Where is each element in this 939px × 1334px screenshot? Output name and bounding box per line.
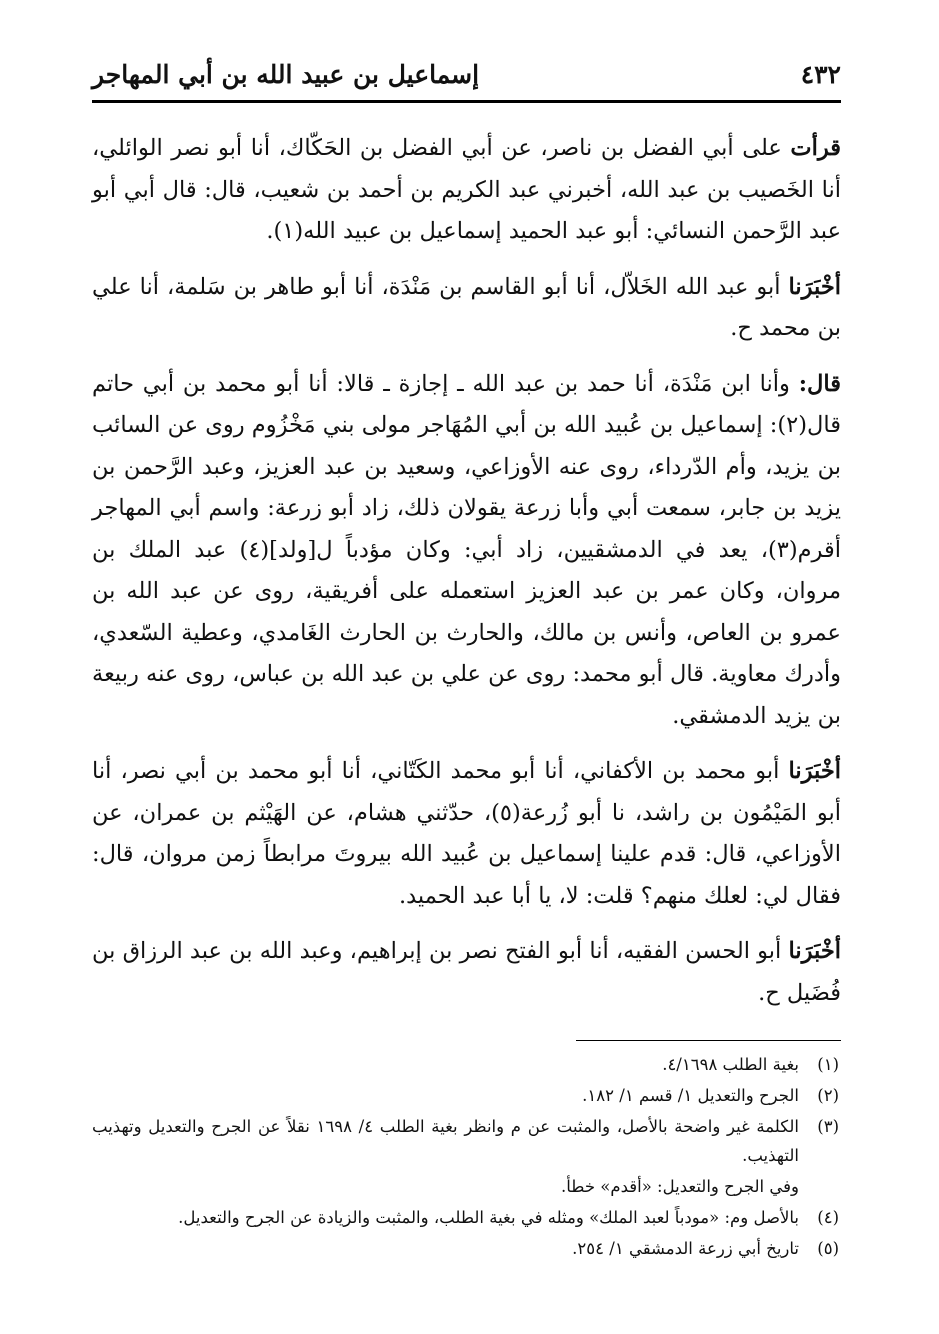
paragraph-text: أبو محمد بن الأكفاني، أنا أبو محمد الكَتّاني، أنا أبو محمد بن أبي نصر، أنا أبو المَيْمُون بن راشد، نا أبو زُرعة(٥)، حدّثني هشام، عن الهَيْثم بن عمران، عن الأوزاعي، قال: قدم علينا إسماعيل بن عُبيد الله بيروتَ مرابطاً زمن مروان، قال: فقال لي: لعلك منهم؟ قلت: لا، يا أبا عبد الحميد. xyxy=(92,758,841,909)
footnote-text: الكلمة غير واضحة بالأصل، والمثبت عن م وانظر بغية الطلب ٤/ ١٦٩٨ نقلاً عن الجرح والتعديل وتهذيب التهذيب. xyxy=(92,1117,799,1165)
footnote-4 xyxy=(92,1203,839,1232)
paragraph-text: على أبي الفضل بن ناصر، عن أبي الفضل بن الحَكّاك، أنا أبو نصر الوائلي، أنا الخَصيب بن عبد الله، أخبرني عبد الكريم بن أحمد بن شعيب، قال: قال أبي أبو عبد الرَّحمن النسائي: أبو عبد الحميد إسماعيل بن عبيد الله(١). xyxy=(92,135,841,244)
footnote-number: (٢) xyxy=(817,1086,839,1105)
footnote-separator xyxy=(576,1040,841,1041)
footnote-text: تاريخ أبي زرعة الدمشقي ١/ ٢٥٤. xyxy=(572,1239,799,1258)
footnote-number: (٣) xyxy=(817,1117,839,1136)
footnote-5 xyxy=(92,1234,839,1263)
paragraph-1 xyxy=(92,128,841,253)
footnotes xyxy=(92,1050,839,1265)
paragraph-lead: قال: xyxy=(798,370,841,397)
paragraph-lead: أخْبَرَنا xyxy=(788,273,841,300)
footnote-text: الجرح والتعديل ١/ قسم ١/ ١٨٢. xyxy=(582,1086,799,1105)
paragraph-2 xyxy=(92,267,841,350)
paragraph-text: أبو عبد الله الخَلاّل، أنا أبو القاسم بن مَنْدَة، أنا أبو طاهر بن سَلمة، أنا علي بن محمد ح. xyxy=(92,273,841,341)
paragraph-lead: أخْبَرَنا xyxy=(788,758,841,784)
footnote-text: بالأصل وم: «مودباً لعبد الملك» ومثله في بغية الطلب، والمثبت والزيادة عن الجرح والتعديل. xyxy=(178,1208,799,1227)
paragraph-lead: قرأت xyxy=(790,135,841,161)
footnote-number: (١) xyxy=(817,1055,839,1074)
paragraph-3 xyxy=(92,364,841,738)
footnote-text: وفي الجرح والتعديل: «أقدم» خطأ. xyxy=(561,1177,799,1196)
paragraph-lead: أخْبَرَنا xyxy=(788,938,841,964)
footnote-1 xyxy=(92,1050,839,1079)
page-number: ٤٣٢ xyxy=(800,60,841,89)
main-text xyxy=(92,128,841,1028)
footnote-3 xyxy=(92,1112,839,1170)
footnote-3-continuation xyxy=(92,1172,839,1201)
footnote-2 xyxy=(92,1081,839,1110)
footnote-number: (٤) xyxy=(817,1208,839,1227)
footnote-number: (٥) xyxy=(817,1239,839,1258)
paragraph-5 xyxy=(92,931,841,1014)
paragraph-4 xyxy=(92,751,841,917)
footnote-text: بغية الطلب ٤/١٦٩٨. xyxy=(662,1055,799,1074)
page-header xyxy=(92,56,841,103)
running-title: إسماعيل بن عبيد الله بن أبي المهاجر xyxy=(92,60,480,89)
paragraph-text: وأنا ابن مَنْدَة، أنا حمد بن عبد الله ـ إجازة ـ قالا: أنا أبو محمد بن أبي حاتم قال(٢): إسماعيل بن عُبيد الله بن أبي المُهَاجر مولى بني مَخْزُوم روى عن السائب بن يزيد، وأم الدّرداء، روى عنه الأوزاعي، وسعيد بن عبد العزيز، وعبد الرَّحمن بن يزيد بن جابر، سمعت أبي وأبا زرعة يقولان ذلك، زاد أبو زرعة: واسم أبي المهاجر أقرم(٣)، يعد في الدمشقيين، زاد أبي: وكان مؤدباً ل[ولد](٤) عبد الملك بن مروان، وكان عمر بن عبد العزيز استعمله على أفريقية، روى عن عبد الله بن عمرو بن العاص، وأنس بن مالك، والحارث بن الحارث الغَامدي، وعطية السّعدي، وأدرك معاوية. قال أبو محمد: روى عن علي بن عبد الله بن عباس، روى عنه ربيعة بن يزيد الدمشقي. xyxy=(92,370,841,729)
paragraph-text: أبو الحسن الفقيه، أنا أبو الفتح نصر بن إبراهيم، وعبد الله بن عبد الرزاق بن فُضَيل ح. xyxy=(92,938,841,1006)
